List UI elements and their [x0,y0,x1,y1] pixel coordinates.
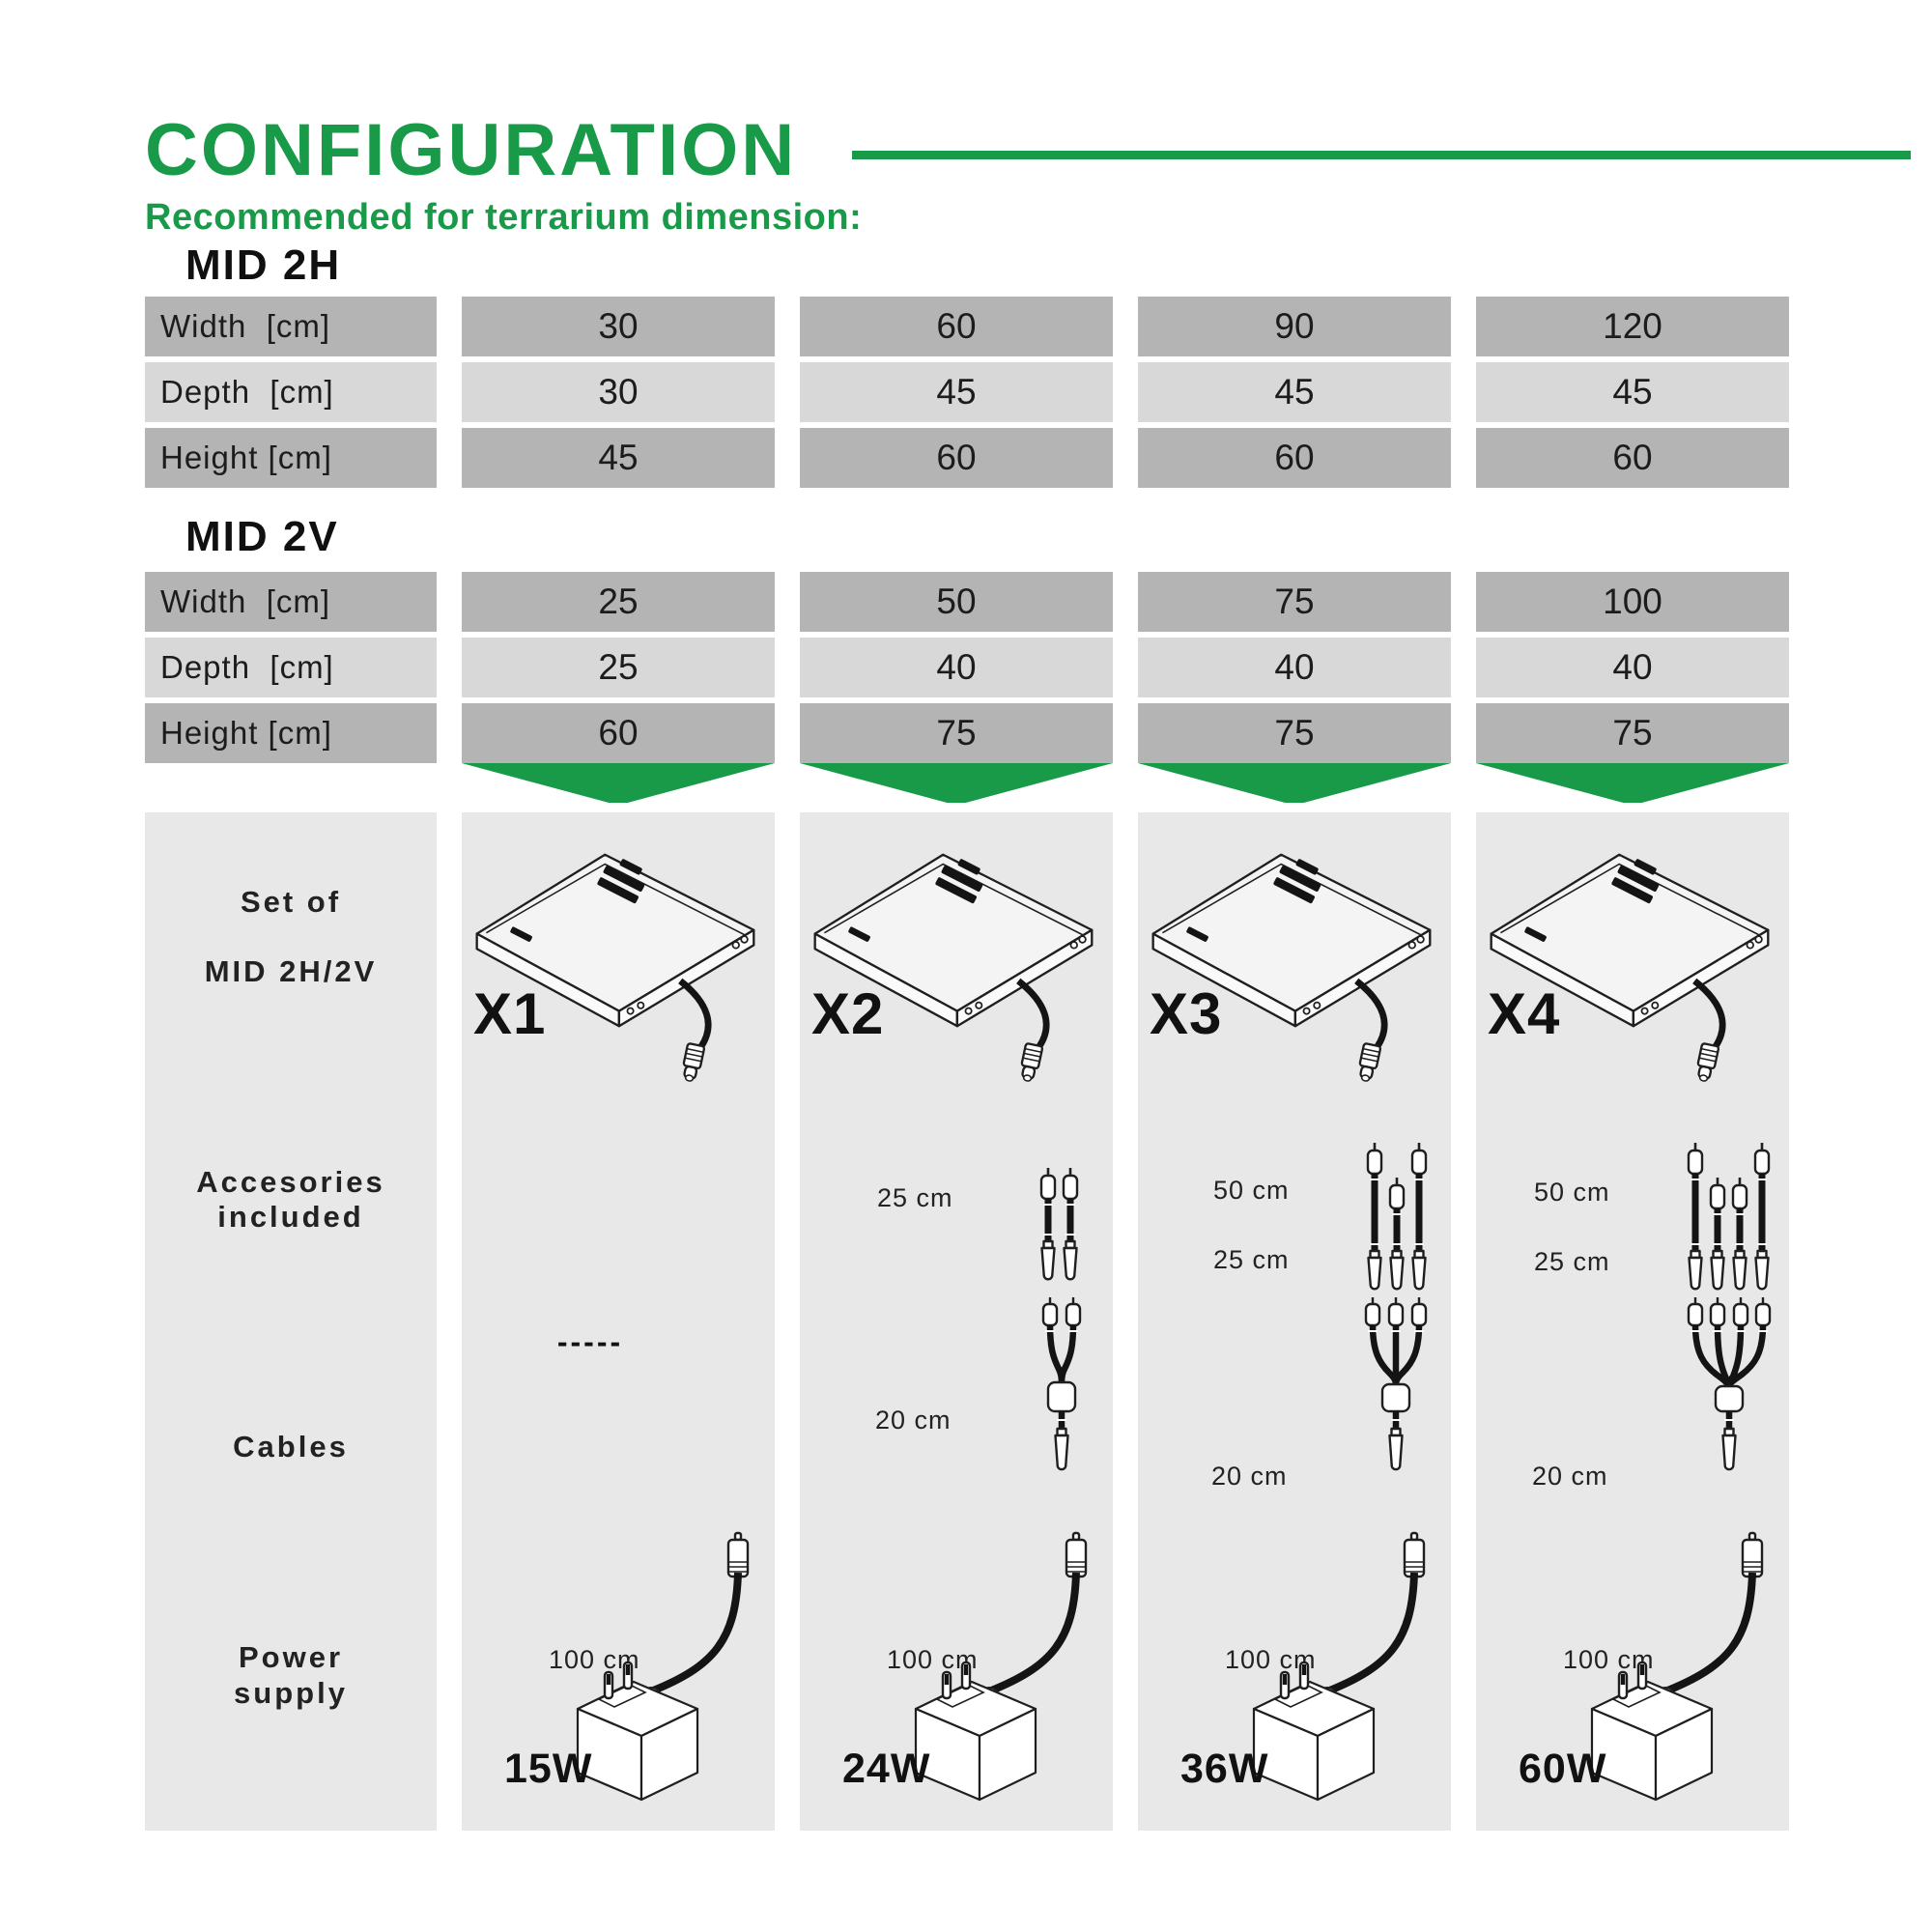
dimension-value: 40 [1138,638,1451,697]
power-cable-length-label: 100 cm [1225,1645,1317,1674]
dimension-value: 40 [800,638,1113,697]
row-label: Width [cm] [145,572,437,632]
power-label-line2: supply [234,1676,348,1710]
row-label: Depth [cm] [145,362,437,422]
table-row [145,703,1789,763]
dimension-value: 60 [800,428,1113,488]
dimension-value: 75 [1138,572,1451,632]
extension-cables-icon [1364,1141,1431,1292]
down-arrow-icon [1476,763,1789,803]
down-arrow-icon [1138,763,1451,803]
splitter-cable-icon [1362,1295,1430,1487]
table-heading-mid-2v: MID 2V [185,513,339,560]
accessories-label-line1: Accesories [196,1165,385,1199]
dimension-value: 60 [1476,428,1789,488]
wattage-label: 24W [842,1746,931,1792]
set-label-line2: MID 2H/2V [204,954,378,988]
table-row [145,428,1789,488]
product-column-x4 [1476,812,1789,1831]
table-row [145,362,1789,422]
table-row [145,638,1789,697]
dimension-value: 25 [462,572,775,632]
dimension-value: 60 [800,297,1113,356]
dimension-value: 120 [1476,297,1789,356]
splitter-cable-icon [1039,1295,1084,1487]
table-heading-mid-2h: MID 2H [185,242,342,289]
splitter-length-label: 20 cm [1211,1462,1288,1491]
dimension-value: 45 [800,362,1113,422]
product-column-x3 [1138,812,1451,1831]
dimension-value: 75 [1476,703,1789,763]
dimension-value: 30 [462,362,775,422]
led-panel-icon [802,845,1103,1092]
down-arrow-icon [800,763,1113,803]
product-column-x2 [800,812,1113,1831]
dimension-value: 45 [1138,362,1451,422]
cables-label: Cables [233,1430,349,1463]
dimension-value: 25 [462,638,775,697]
set-label-line1: Set of [240,885,342,919]
dimension-value: 50 [800,572,1113,632]
row-label: Height [cm] [145,428,437,488]
row-label: Depth [cm] [145,638,437,697]
dimension-value: 90 [1138,297,1451,356]
splitter-cable-icon [1685,1295,1774,1487]
configuration-matrix [145,812,1789,1831]
dimension-value: 30 [462,297,775,356]
extension-cables-icon [1037,1166,1082,1282]
splitter-length-label: 20 cm [1532,1462,1608,1491]
page-subtitle: Recommended for terrarium dimension: [145,197,863,238]
power-label-line1: Power [238,1640,344,1674]
led-panel-icon [1478,845,1779,1092]
dimension-value: 40 [1476,638,1789,697]
row-label: Width [cm] [145,297,437,356]
extension-long-length-label: 50 cm [1213,1176,1290,1205]
dimension-value: 60 [462,703,775,763]
down-arrow-icon [462,763,775,803]
dimension-value: 60 [1138,428,1451,488]
power-cable-length-label: 100 cm [887,1645,979,1674]
dimension-value: 45 [462,428,775,488]
page-title: CONFIGURATION [145,109,798,191]
dimension-value: 75 [800,703,1113,763]
led-panel-icon [464,845,765,1092]
dimension-value: 45 [1476,362,1789,422]
no-accessories-dashes: ----- [556,1324,624,1359]
table-row [145,297,1789,356]
extension-length-label: 25 cm [1534,1247,1610,1276]
table-row [145,572,1789,632]
splitter-length-label: 20 cm [875,1406,952,1435]
extension-length-label: 25 cm [877,1183,953,1212]
dimension-value: 100 [1476,572,1789,632]
matrix-row-labels [145,812,437,1831]
wattage-label: 60W [1519,1746,1607,1792]
power-cable-length-label: 100 cm [1563,1645,1655,1674]
unit-count-label: X2 [811,981,885,1046]
unit-count-label: X3 [1150,981,1223,1046]
arrow-row [462,763,1789,803]
product-column-x1 [462,812,775,1831]
accessories-label-line2: included [217,1200,364,1234]
wattage-label: 15W [504,1746,593,1792]
power-cable-length-label: 100 cm [549,1645,640,1674]
row-label: Height [cm] [145,703,437,763]
unit-count-label: X4 [1488,981,1561,1046]
led-panel-icon [1140,845,1441,1092]
wattage-label: 36W [1180,1746,1269,1792]
unit-count-label: X1 [473,981,547,1046]
title-rule [852,151,1911,159]
extension-long-length-label: 50 cm [1534,1178,1610,1207]
extension-length-label: 25 cm [1213,1245,1290,1274]
extension-cables-icon [1685,1141,1774,1292]
dimension-value: 75 [1138,703,1451,763]
